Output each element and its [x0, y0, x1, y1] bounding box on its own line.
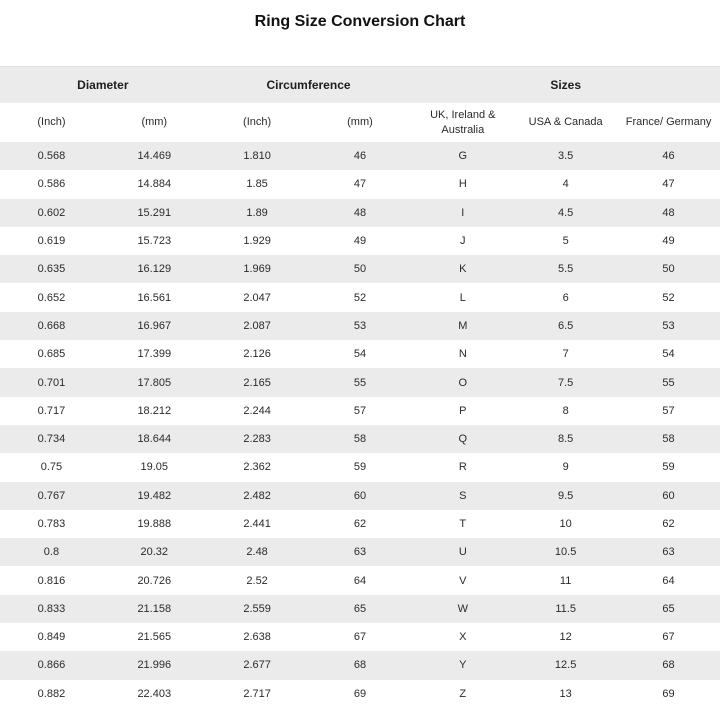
table-cell: 0.849 [0, 623, 103, 651]
table-cell: 0.668 [0, 312, 103, 340]
table-cell: 0.652 [0, 283, 103, 311]
table-cell: 21.996 [103, 651, 206, 679]
table-cell: 52 [309, 283, 412, 311]
table-cell: 0.568 [0, 142, 103, 170]
table-cell: G [411, 142, 514, 170]
table-cell: 12.5 [514, 651, 617, 679]
table-cell: 2.087 [206, 312, 309, 340]
table-cell: 67 [617, 623, 720, 651]
table-cell: 48 [309, 199, 412, 227]
table-cell: 46 [309, 142, 412, 170]
table-cell: 2.48 [206, 538, 309, 566]
table-cell: 0.635 [0, 255, 103, 283]
table-cell: Y [411, 651, 514, 679]
table-cell: 0.816 [0, 566, 103, 594]
table-cell: 6.5 [514, 312, 617, 340]
table-cell: M [411, 312, 514, 340]
table-cell: 18.644 [103, 425, 206, 453]
table-cell: 2.047 [206, 283, 309, 311]
table-cell: 0.8 [0, 538, 103, 566]
table-cell: 8 [514, 397, 617, 425]
table-cell: J [411, 227, 514, 255]
table-cell: P [411, 397, 514, 425]
table-cell: L [411, 283, 514, 311]
column-header-3: (mm) [309, 103, 412, 142]
table-cell: H [411, 170, 514, 198]
table-cell: 2.677 [206, 651, 309, 679]
table-cell: 7 [514, 340, 617, 368]
group-header-row [0, 67, 720, 104]
table-cell: 0.882 [0, 680, 103, 708]
table-cell: 2.559 [206, 595, 309, 623]
table-cell: 46 [617, 142, 720, 170]
table-cell: 63 [617, 538, 720, 566]
table-cell: 2.283 [206, 425, 309, 453]
table-row [0, 199, 720, 227]
table-cell: 63 [309, 538, 412, 566]
table-cell: U [411, 538, 514, 566]
table-row [0, 255, 720, 283]
table-cell: 5 [514, 227, 617, 255]
table-cell: 8.5 [514, 425, 617, 453]
table-cell: 1.810 [206, 142, 309, 170]
group-header-circumference: Circumference [206, 67, 412, 104]
table-cell: Z [411, 680, 514, 708]
table-cell: 62 [617, 510, 720, 538]
table-cell: 50 [617, 255, 720, 283]
table-cell: R [411, 453, 514, 481]
table-cell: 19.05 [103, 453, 206, 481]
table-cell: 52 [617, 283, 720, 311]
table-cell: 53 [309, 312, 412, 340]
table-cell: 58 [617, 425, 720, 453]
table-cell: O [411, 368, 514, 396]
ring-size-conversion-table [0, 66, 720, 708]
table-row [0, 595, 720, 623]
table-cell: 1.85 [206, 170, 309, 198]
table-cell: 1.89 [206, 199, 309, 227]
group-header-diameter: Diameter [0, 67, 206, 104]
table-row [0, 453, 720, 481]
table-row [0, 142, 720, 170]
table-cell: 11.5 [514, 595, 617, 623]
table-cell: 54 [309, 340, 412, 368]
table-cell: 0.75 [0, 453, 103, 481]
table-cell: 16.129 [103, 255, 206, 283]
table-cell: 1.969 [206, 255, 309, 283]
table-cell: 2.165 [206, 368, 309, 396]
table-cell: 0.783 [0, 510, 103, 538]
table-cell: 11 [514, 566, 617, 594]
table-cell: 57 [309, 397, 412, 425]
table-cell: 10 [514, 510, 617, 538]
table-cell: 59 [309, 453, 412, 481]
column-header-6: France/ Germany [617, 103, 720, 142]
table-cell: 15.723 [103, 227, 206, 255]
table-cell: 69 [309, 680, 412, 708]
table-row [0, 651, 720, 679]
table-cell: 9.5 [514, 482, 617, 510]
group-header-sizes: Sizes [411, 67, 720, 104]
table-cell: 0.767 [0, 482, 103, 510]
table-cell: 0.717 [0, 397, 103, 425]
table-cell: 2.441 [206, 510, 309, 538]
table-row [0, 482, 720, 510]
table-row [0, 227, 720, 255]
table-cell: W [411, 595, 514, 623]
table-cell: 54 [617, 340, 720, 368]
table-cell: N [411, 340, 514, 368]
table-cell: S [411, 482, 514, 510]
table-cell: 60 [617, 482, 720, 510]
table-cell: 68 [309, 651, 412, 679]
table-cell: 10.5 [514, 538, 617, 566]
table-row [0, 680, 720, 708]
table-cell: 19.888 [103, 510, 206, 538]
table-row [0, 340, 720, 368]
table-cell: 64 [617, 566, 720, 594]
table-cell: 21.565 [103, 623, 206, 651]
table-cell: I [411, 199, 514, 227]
table-cell: 3.5 [514, 142, 617, 170]
table-cell: K [411, 255, 514, 283]
table-cell: 14.469 [103, 142, 206, 170]
column-header-row [0, 103, 720, 142]
table-cell: 60 [309, 482, 412, 510]
table-cell: 20.32 [103, 538, 206, 566]
table-cell: 2.638 [206, 623, 309, 651]
table-cell: 12 [514, 623, 617, 651]
table-cell: 67 [309, 623, 412, 651]
table-cell: 20.726 [103, 566, 206, 594]
table-row [0, 368, 720, 396]
table-cell: Q [411, 425, 514, 453]
table-cell: 5.5 [514, 255, 617, 283]
table-cell: 7.5 [514, 368, 617, 396]
table-row [0, 623, 720, 651]
table-cell: 4.5 [514, 199, 617, 227]
table-cell: 2.482 [206, 482, 309, 510]
table-cell: 0.866 [0, 651, 103, 679]
table-cell: 69 [617, 680, 720, 708]
table-cell: 0.685 [0, 340, 103, 368]
table-cell: 47 [309, 170, 412, 198]
table-cell: X [411, 623, 514, 651]
table-cell: 47 [617, 170, 720, 198]
table-cell: 16.967 [103, 312, 206, 340]
column-header-2: (Inch) [206, 103, 309, 142]
table-cell: 22.403 [103, 680, 206, 708]
table-row [0, 170, 720, 198]
table-row [0, 312, 720, 340]
column-header-5: USA & Canada [514, 103, 617, 142]
table-cell: 64 [309, 566, 412, 594]
table-cell: 57 [617, 397, 720, 425]
table-row [0, 538, 720, 566]
table-cell: 4 [514, 170, 617, 198]
table-body [0, 142, 720, 708]
column-header-1: (mm) [103, 103, 206, 142]
table-cell: 2.717 [206, 680, 309, 708]
table-cell: 49 [309, 227, 412, 255]
table-header [0, 67, 720, 143]
table-cell: 1.929 [206, 227, 309, 255]
table-cell: 17.399 [103, 340, 206, 368]
table-cell: 50 [309, 255, 412, 283]
table-cell: 15.291 [103, 199, 206, 227]
table-cell: 0.619 [0, 227, 103, 255]
table-cell: 0.701 [0, 368, 103, 396]
table-cell: 58 [309, 425, 412, 453]
table-cell: 0.734 [0, 425, 103, 453]
table-cell: 0.586 [0, 170, 103, 198]
table-cell: 19.482 [103, 482, 206, 510]
table-cell: 2.126 [206, 340, 309, 368]
table-cell: 55 [617, 368, 720, 396]
table-cell: 13 [514, 680, 617, 708]
table-cell: 55 [309, 368, 412, 396]
table-cell: 65 [617, 595, 720, 623]
table-cell: 0.602 [0, 199, 103, 227]
table-cell: 2.362 [206, 453, 309, 481]
table-cell: 9 [514, 453, 617, 481]
table-cell: V [411, 566, 514, 594]
table-cell: 48 [617, 199, 720, 227]
table-cell: 49 [617, 227, 720, 255]
page-title: Ring Size Conversion Chart [254, 13, 466, 30]
table-cell: T [411, 510, 514, 538]
table-cell: 6 [514, 283, 617, 311]
table-cell: 16.561 [103, 283, 206, 311]
table-cell: 14.884 [103, 170, 206, 198]
column-header-4: UK, Ireland & Australia [411, 103, 514, 142]
table-cell: 68 [617, 651, 720, 679]
table-cell: 59 [617, 453, 720, 481]
table-cell: 21.158 [103, 595, 206, 623]
table-cell: 18.212 [103, 397, 206, 425]
table-row [0, 566, 720, 594]
table-cell: 2.244 [206, 397, 309, 425]
table-cell: 0.833 [0, 595, 103, 623]
table-row [0, 510, 720, 538]
table-cell: 65 [309, 595, 412, 623]
column-header-0: (Inch) [0, 103, 103, 142]
table-cell: 2.52 [206, 566, 309, 594]
table-cell: 17.805 [103, 368, 206, 396]
table-cell: 53 [617, 312, 720, 340]
table-row [0, 425, 720, 453]
table-row [0, 283, 720, 311]
table-row [0, 397, 720, 425]
table-cell: 62 [309, 510, 412, 538]
